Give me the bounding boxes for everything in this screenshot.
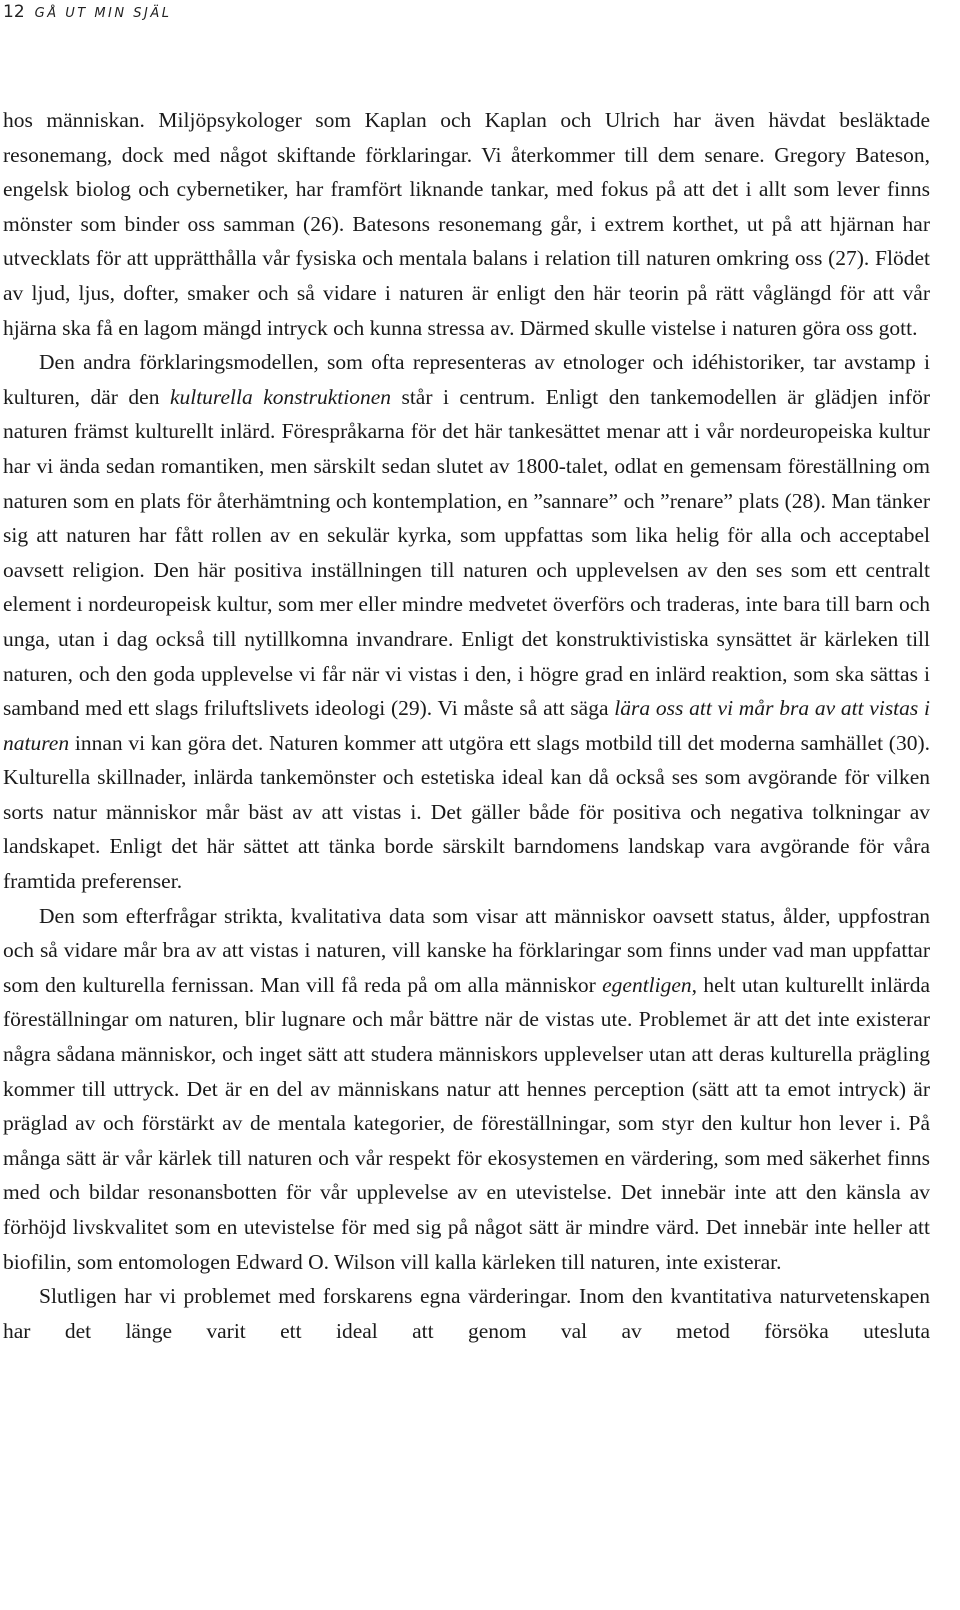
italic-term: kulturella konstruktionen xyxy=(169,384,391,409)
text-run: Den andra förklaringsmodellen, som ofta representeras av etnologer och idéhistoriker, tar avstamp i kulturen, där den xyxy=(3,350,930,409)
text-run: Den som efterfrågar strikta, kvalitativa data som visar att människor oavsett status, ålder, uppfostran och så vidare mår bra av att vistas i naturen, vill kanske ha förklaringar som finns under vad man uppfattar som den kulturella fernissan. Man vill få reda på om alla människor xyxy=(3,903,930,997)
text-run: innan vi kan göra det. Naturen kommer att utgöra ett slags motbild till det moderna samhället (30). Kulturella skillnader, inlärda tankemönster och estetiska ideal kan då också ses som avgörande för vilken sorts natur människor mår bäst av att vistas i. Det gäller både för positiva och negativa tolkningar av landskapet. Enligt det här sättet att tänka borde särskilt barndomens landskap vara avgörande för våra framtida preferenser. xyxy=(3,730,930,894)
paragraph xyxy=(3,345,930,899)
italic-word: egentligen xyxy=(602,972,692,997)
running-title: GÅ UT MIN SJÄL xyxy=(34,6,172,21)
text-run: står i centrum. Enligt den tankemodellen är glädjen inför naturen främst kulturellt inlärd. Förespråkarna för det här tankesättet menar att i vår nordeuropeiska kultur har vi ända sedan romantiken, men särskilt sedan slutet av 1800-talet, odlat en gemensam föreställning om naturen som en plats för återhämtning och kontemplation, en ”sannare” och ”renare” plats (28). Man tänker sig att naturen har fått rollen av en sekulär kyrka, som uppfattas som lika helig för alla och acceptabel oavsett religion. Den här positiva inställningen till naturen och upplevelsen av den ses som ett centralt element i nordeuropeisk kultur, som mer eller mindre medvetet överförs och traderas, inte bara till barn och unga, utan i dag också till nytillkomna invandrare. Enligt det konstruktivistiska synsättet är kärleken till naturen, och den goda upplevelse vi får när vi vistas i den, i högre grad en inlärd reaktion, som ska sättas i samband med ett slags friluftslivets ideologi (29). Vi måste så att säga xyxy=(3,384,930,721)
page-number: 12 xyxy=(3,2,25,22)
running-header xyxy=(3,2,171,22)
text-run: hos människan. Miljöpsykologer som Kaplan och Kaplan och Ulrich har även hävdat besläktade resonemang, dock med något skiftande förklaringar. Vi återkommer till dem senare. Gregory Bateson, engelsk biolog och cybernetiker, har framfört liknande tankar, med fokus på att det i allt som lever finns mönster som binder oss samman (26). Batesons resonemang går, i extrem korthet, ut på att hjärnan har utvecklats för att upprätthålla vår fysiska och mentala balans i relation till naturen omkring oss (27). Flödet av ljud, ljus, dofter, smaker och så vidare i naturen är enligt den här teorin på rätt våglängd för att vår hjärna ska få en lagom mängd intryck och kunna stressa av. Därmed skulle vistelse i naturen göra oss gott. xyxy=(3,108,930,340)
text-run: , helt utan kulturellt inlärda föreställningar om naturen, blir lugnare och mår bättre när de vistas ute. Problemet är att det inte existerar några sådana människor, och inget sätt att studera människors upplevelser utan att deras kulturella prägling kommer till uttryck. Det är en del av människans natur att hennes perception (sätt att ta emot intryck) är präglad av och förstärkt av de mentala kategorier, de föreställningar, som styr den kultur hon lever i. På många sätt är vår kärlek till naturen och vår respekt för ekosystemen en värdering, som med säkerhet finns med och bildar resonansbotten för vår upplevelse av en utevistelse. Det innebär inte att den känsla av förhöjd livskvalitet som en utevistelse för med sig på något sätt är mindre värd. Det innebär inte heller att biofilin, som entomologen Edward O. Wilson vill kalla kärleken till naturen, inte existerar. xyxy=(3,972,930,1274)
italic-phrase: lära oss att vi mår bra av att vistas i naturen xyxy=(3,696,930,755)
paragraph xyxy=(3,899,930,1280)
page-body xyxy=(3,103,930,1348)
text-run: Slutligen har vi problemet med forskarens egna värderingar. Inom den kvantitativa naturvetenskapen har det länge varit ett ideal att genom val av metod försöka utesluta xyxy=(3,1284,930,1343)
paragraph xyxy=(3,103,930,345)
paragraph xyxy=(3,1279,930,1348)
